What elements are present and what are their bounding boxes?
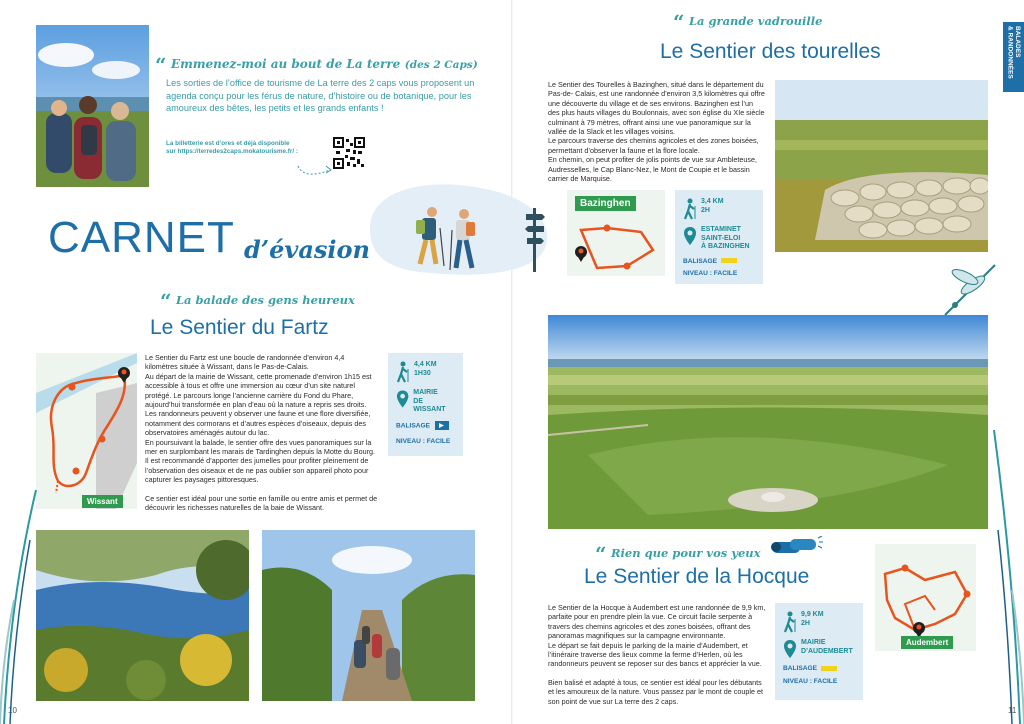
tourelles-paragraph-3: En chemin, on peut profiter de jolis points de vue sur Ambleteuse, Audresselles, le Cap Blanc-Nez, le Mont de Coupie et le bassin carrier de Marquise. <box>548 155 757 184</box>
tourelles-paragraph-2: Le parcours traverse des chemins agricoles et des zones boisées, permettant d’observer la faune et la flore locale. <box>548 136 759 155</box>
tourelles-map[interactable] <box>567 190 665 276</box>
fartz-paragraph-1: Le Sentier du Fartz est une boucle de randonnée d’environ 4,4 kilomètres située à Wissant, dans le Pas-de-Calais. <box>145 353 345 372</box>
hocque-infobox <box>775 603 863 700</box>
location-pin-icon <box>396 389 409 409</box>
hiker-icon <box>783 611 797 633</box>
hocque-map[interactable] <box>875 544 976 651</box>
tourelles-infobox <box>675 190 763 284</box>
tourelles-level: NIVEAU : FACILE <box>683 269 738 277</box>
hocque-duration: 2H <box>801 619 810 627</box>
decorative-grass-left <box>0 480 40 724</box>
page-number-right: 11 <box>1008 706 1017 715</box>
ticketing-line-1: La billetterie est d’ores et déjà disponible <box>166 140 290 147</box>
fartz-infobox <box>388 353 463 456</box>
tourelles-tagline: “ La grande vadrouille <box>673 10 823 34</box>
tourelles-start-row <box>683 226 755 252</box>
hocque-map-label: Audembert <box>901 636 953 649</box>
fartz-paragraph-4: Ce sentier est idéal pour une sortie en famille ou entre amis et permet de découvrir les richesses naturelles de la baie de Wissant. <box>145 493 378 513</box>
tourelles-body <box>548 80 766 183</box>
ticketing-line-2: sur https://terredes2caps.mokatourisme.fr/ : <box>166 148 298 156</box>
side-tab <box>1003 22 1024 92</box>
fartz-duration: 1H30 <box>414 369 431 377</box>
fartz-start-row <box>396 389 455 415</box>
hocque-paragraph-3: Bien balisé et adapté à tous, ce sentier est idéal pour les débutants et les amoureux de la nature. Vous passez par le mont de couple et son point de vue sur La terre des 2 caps. <box>548 677 763 706</box>
tourelles-title: Le Sentier des tourelles <box>660 40 881 63</box>
hocque-level: NIVEAU : FACILE <box>783 678 838 685</box>
carnet-title: CARNET <box>48 213 235 262</box>
tourelles-tagline-text: La grande vadrouille <box>688 14 823 28</box>
lake-photo <box>36 530 249 701</box>
intro-heading: “ Emmenez-moi au bout de La terre (des 2 Caps) <box>155 53 478 77</box>
fartz-level: NIVEAU : FACILE <box>396 437 451 445</box>
side-tab-line-2: & RANDONNÉES <box>1006 26 1014 79</box>
fartz-start-line-2: DE WISSANT <box>413 397 446 413</box>
tourelles-paragraph-1: Le Sentier des Tourelles à Bazinghen, situé dans le département du Pas-de- Calais, est une randonnée d’environ 3,5 kilomètres qui offre une découverte du village et de ses environs. Bazinghen est l’un des plus hauts villages du Boulonnais, avec son église du XIe siècle culminant à 79 mètres, offrant ainsi une vue panoramique sur la vallée de la Slack et les villages voisins. <box>548 80 765 137</box>
decorative-grass-right <box>984 420 1024 724</box>
hocque-start-line-2: D’AUDEMBERT <box>801 647 853 655</box>
tourelles-start-line-3: À BAZINGHEN <box>701 243 750 250</box>
carnet-subtitle: d’évasion <box>244 235 370 264</box>
yellow-marker-icon <box>721 258 737 263</box>
hocque-body <box>548 603 766 706</box>
hikers-group-photo <box>36 25 149 187</box>
binoculars-icon <box>768 536 824 558</box>
fartz-map-label: Wissant <box>82 495 123 508</box>
hocque-start-line-1: MAIRIE <box>801 639 826 646</box>
hocque-title: Le Sentier de la Hocque <box>584 565 810 588</box>
tourelles-distance: 3,4 KM <box>701 198 724 205</box>
hiker-icon <box>683 198 697 220</box>
forest-path-photo <box>262 530 475 701</box>
intro-heading-suffix: (des 2 Caps) <box>404 59 478 71</box>
fartz-start-line-1: MAIRIE <box>413 389 438 396</box>
aerial-landscape-photo <box>548 315 988 529</box>
tourelles-hiker-row <box>683 198 755 220</box>
qr-code[interactable] <box>333 137 365 169</box>
ticketing-note <box>166 140 336 157</box>
tourelles-start-line-1: ESTAMINET <box>701 226 741 233</box>
hocque-balisage-label: BALISAGE <box>783 665 818 672</box>
fartz-paragraph-2: Au départ de la mairie de Wissant, cette promenade d’environ 1h15 est accessible à tous et offre une immersion au cœur d’un site naturel protégé. Le parcours longe l’ancienne carrière du Fond du Phare, aujourd’hui transformée en plan d’eau où la nature a repris ses droits. Les randonneurs peuvent y observer une faune et une flore diversifiée, notamment des cormorans et d’autres espèces d’oiseaux, depuis des observatoires aménagés autour du lac. <box>145 371 372 438</box>
hikers-illustration <box>410 202 490 282</box>
fartz-title: Le Sentier du Fartz <box>150 316 329 339</box>
fartz-balisage <box>396 421 455 430</box>
page-number-left: 10 <box>8 706 17 715</box>
hocque-start-row <box>783 639 855 659</box>
fartz-paragraph-3: En poursuivant la balade, le sentier offre des vues panoramiques sur la mer en surplombant les marais de Tardinghen depuis la Motte du Bourg. Il est recommandé d’apporter des jumelles pour profiter pleinement de l’observation des oiseaux et de ne pas oublier son appareil photo pour capturer les paysages pittoresques. <box>145 437 375 485</box>
fartz-balisage-label: BALISAGE <box>396 421 431 429</box>
yellow-marker-icon <box>821 666 837 671</box>
intro-text: Les sorties de l’office de tourisme de La terre des 2 caps vous proposent un agenda conçu pour les férus de nature, d’histoire ou de botanique, pour les amoureux des bêtes, les petits et les grands enfants ! <box>166 78 475 114</box>
fartz-tagline: “ La balade des gens heureux <box>160 289 355 313</box>
side-tab-line-1: BALADES <box>1014 26 1021 58</box>
tourelles-map-label: Bazinghen <box>575 196 636 211</box>
hocque-paragraph-2: Le départ se fait depuis le parking de la mairie d’Audembert, et l’itinéraire traverse des lieux comme la ferme d’Herlen, où les randonneurs peuvent se reposer sur des bancs et apprécier la vue. <box>548 640 762 669</box>
hocque-paragraph-1: Le Sentier de la Hocque à Audembert est une randonnée de 9,9 km, parfaite pour en prendre plein la vue. Ce circuit facile serpente à travers des chemins agricoles et des zones boisées, offrant des panoramas magnifiques sur la campagne environnante. <box>548 603 766 641</box>
fartz-hiker-row <box>396 361 455 383</box>
location-pin-icon <box>783 639 797 659</box>
stone-wall-photo <box>775 80 988 252</box>
fartz-body <box>145 353 379 513</box>
tourelles-balisage <box>683 258 755 265</box>
hiker-icon <box>396 361 410 383</box>
hocque-hiker-row <box>783 611 855 633</box>
blue-arrow-marker-icon <box>435 421 449 430</box>
fartz-distance: 4,4 KM <box>414 361 437 368</box>
fartz-tagline-text: La balade des gens heureux <box>175 293 355 307</box>
hocque-distance: 9,9 KM <box>801 611 824 618</box>
location-pin-icon <box>683 226 697 246</box>
page-spine <box>511 0 513 724</box>
intro-heading-text: Emmenez-moi au bout de La terre <box>170 57 401 71</box>
hocque-tagline-text: Rien que pour vos yeux <box>610 546 761 560</box>
tourelles-balisage-label: BALISAGE <box>683 257 718 265</box>
tourelles-duration: 2H <box>701 206 710 214</box>
fartz-map[interactable] <box>36 353 137 509</box>
tourelles-start-line-2: SAINT-ELOI <box>701 234 741 242</box>
hocque-balisage <box>783 665 855 672</box>
hocque-tagline: “ Rien que pour vos yeux <box>595 542 761 566</box>
signpost-icon <box>524 204 546 272</box>
dotted-arrow-icon <box>296 160 336 182</box>
